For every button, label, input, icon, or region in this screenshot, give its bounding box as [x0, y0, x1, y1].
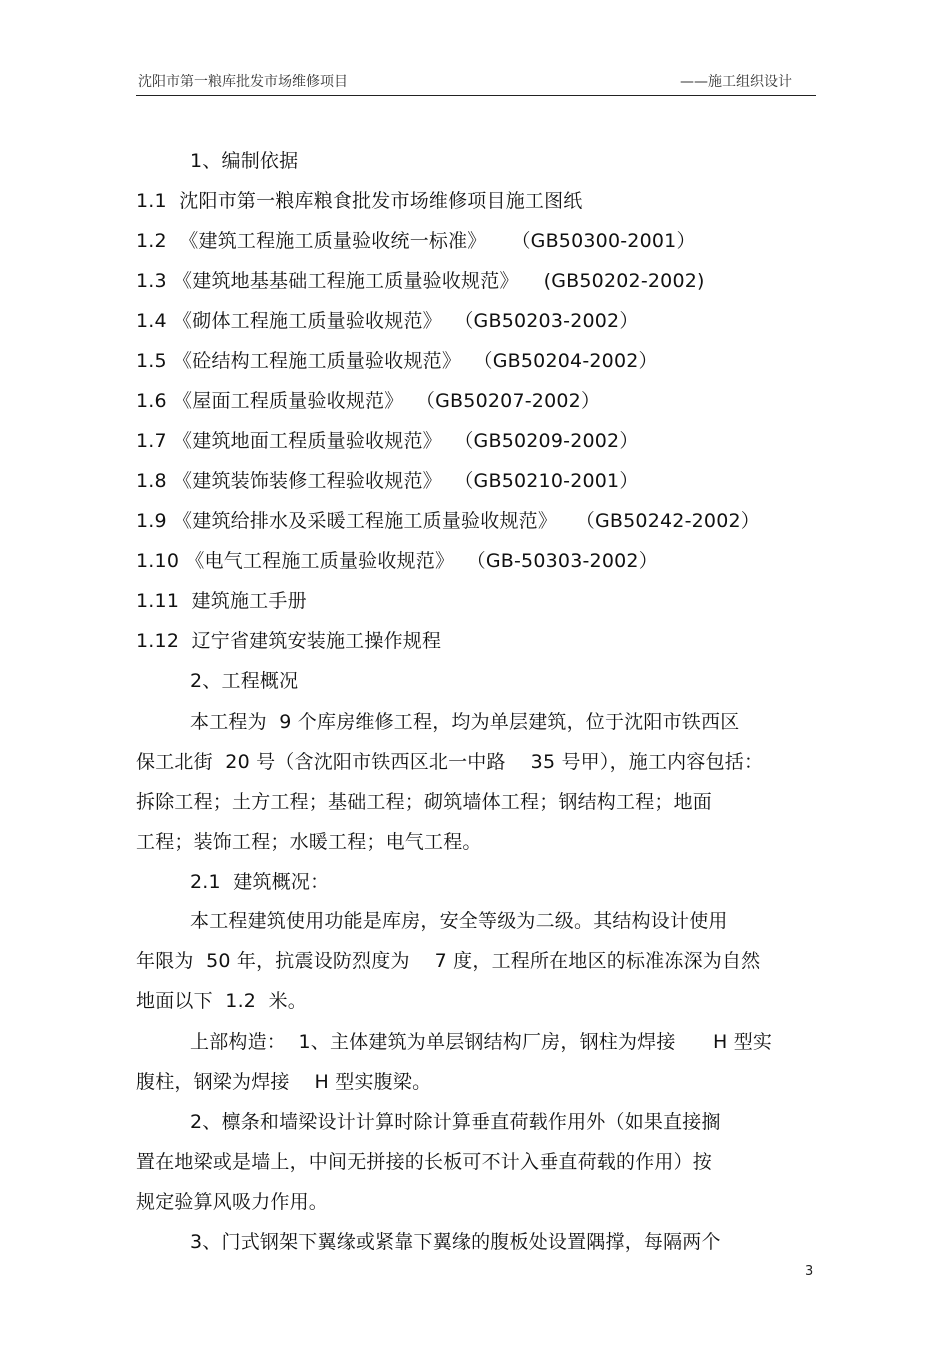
section-heading-2: 2、工程概况 [190, 670, 299, 692]
page-number: 3 [805, 1264, 814, 1279]
reference-item: 1.5 《砼结构工程施工质量验收规范》 （GB50204-2002） [136, 350, 658, 372]
reference-item: 1.8 《建筑装饰装修工程验收规范》 （GB50210-2001） [136, 470, 639, 492]
reference-item: 1.12 辽宁省建筑安装施工操作规程 [136, 630, 442, 652]
paragraph-line: 本工程建筑使用功能是库房，安全等级为二级。其结构设计使用 [190, 910, 728, 932]
paragraph-line: 腹柱，钢梁为焊接 H 型实腹梁。 [136, 1071, 432, 1093]
paragraph-line: 拆除工程；土方工程；基础工程；砌筑墙体工程；钢结构工程；地面 [136, 791, 713, 813]
paragraph-line: 年限为 50 年，抗震设防烈度为 7 度，工程所在地区的标准冻深为自然 [136, 950, 761, 972]
header-divider [136, 95, 816, 96]
paragraph-line: 2、檩条和墙梁设计计算时除计算垂直荷载作用外（如果直接搁 [190, 1111, 721, 1133]
reference-item: 1.9 《建筑给排水及采暖工程施工质量验收规范》 （GB50242-2002） [136, 510, 760, 532]
paragraph-line: 地面以下 1.2 米。 [136, 990, 307, 1012]
reference-item: 1.6 《屋面工程质量验收规范》 （GB50207-2002） [136, 390, 601, 412]
reference-item: 1.11 建筑施工手册 [136, 590, 307, 612]
paragraph-line: 规定验算风吸力作用。 [136, 1191, 329, 1213]
section-heading-1: 1、编制依据 [190, 150, 299, 172]
reference-item: 1.3 《建筑地基基础工程施工质量验收规范》 (GB50202-2002) [136, 270, 705, 292]
paragraph-line: 本工程为 9 个库房维修工程，均为单层建筑，位于沈阳市铁西区 [190, 711, 740, 733]
header-project-title: 沈阳市第一粮库批发市场维修项目 [138, 74, 348, 90]
paragraph-line: 置在地梁或是墙上，中间无拼接的长板可不计入垂直荷载的作用）按 [136, 1151, 713, 1173]
subsection-heading: 2.1 建筑概况： [190, 871, 330, 893]
header-document-type: ——施工组织设计 [680, 74, 792, 90]
paragraph-line: 上部构造： 1、主体建筑为单层钢结构厂房，钢柱为焊接 H 型实 [190, 1031, 773, 1053]
paragraph-line: 3、门式钢架下翼缘或紧靠下翼缘的腹板处设置隅撑，每隔两个 [190, 1231, 721, 1253]
reference-item: 1.2 《建筑工程施工质量验收统一标准》 （GB50300-2001） [136, 230, 696, 252]
reference-item: 1.4 《砌体工程施工质量验收规范》 （GB50203-2002） [136, 310, 639, 332]
reference-item: 1.1 沈阳市第一粮库粮食批发市场维修项目施工图纸 [136, 190, 583, 212]
paragraph-line: 保工北街 20 号（含沈阳市铁西区北一中路 35 号甲），施工内容包括： [136, 751, 764, 773]
paragraph-line: 工程；装饰工程；水暖工程；电气工程。 [136, 831, 482, 853]
reference-item: 1.7 《建筑地面工程质量验收规范》 （GB50209-2002） [136, 430, 639, 452]
reference-item: 1.10 《电气工程施工质量验收规范》 （GB-50303-2002） [136, 550, 658, 572]
